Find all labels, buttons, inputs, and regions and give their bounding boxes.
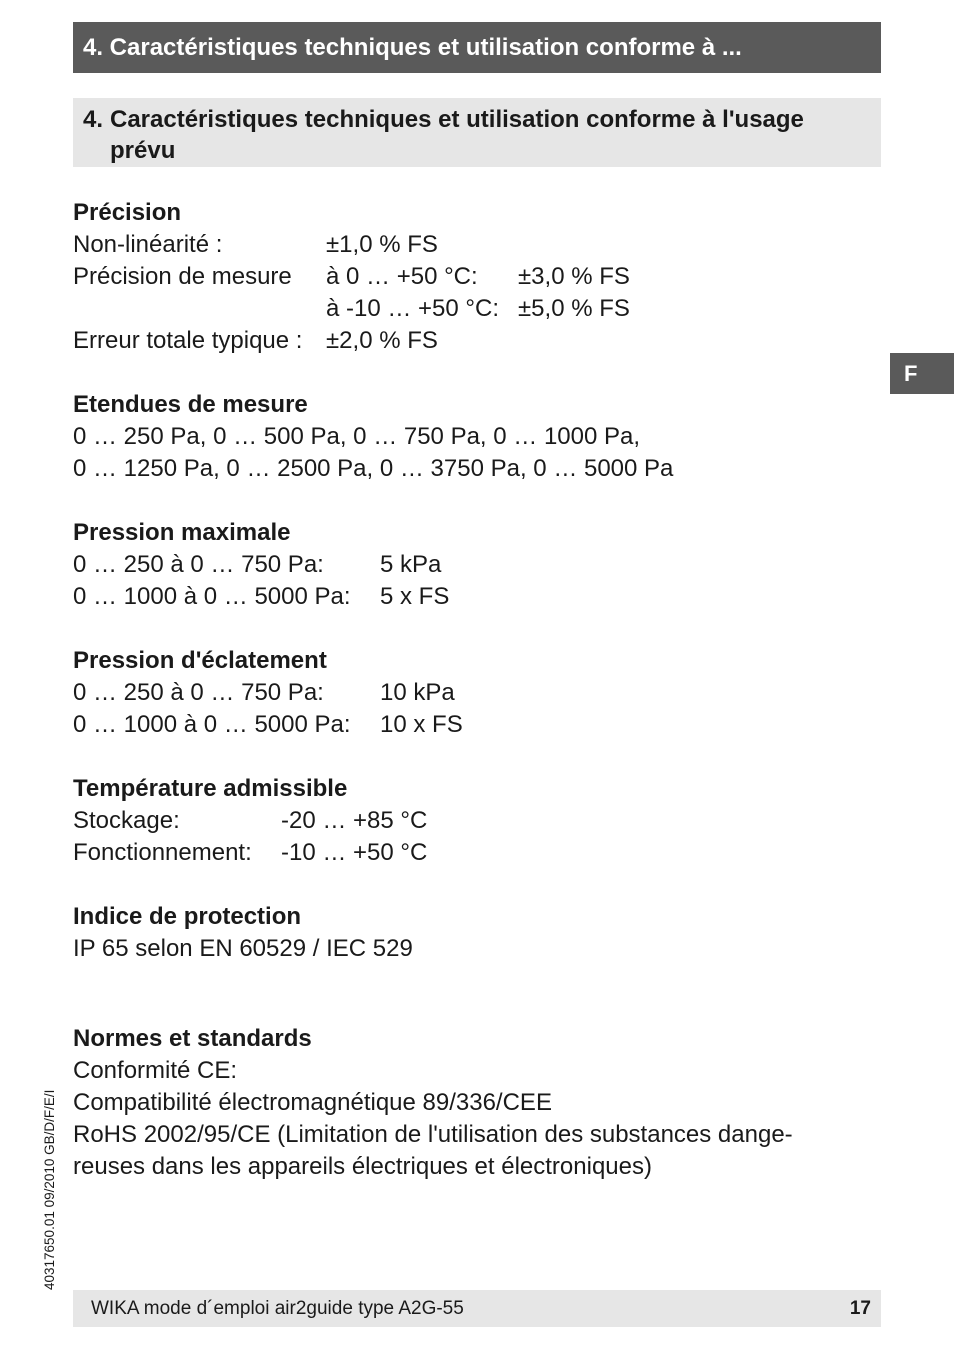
spec-content — [73, 197, 873, 1215]
section-title: Caractéristiques techniques et utilisation conforme à l'usage prévu — [110, 106, 804, 164]
spec-row — [73, 229, 873, 261]
norms-line: Conformité CE: — [73, 1057, 238, 1084]
language-tab: F — [890, 353, 954, 394]
protection-block — [73, 901, 873, 965]
max-pressure-heading: Pression maximale — [73, 519, 291, 546]
page-footer — [73, 1290, 881, 1327]
spec-label: 0 … 250 à 0 … 750 Pa: — [73, 679, 324, 706]
max-pressure-block — [73, 517, 873, 613]
ranges-line: 0 … 250 Pa, 0 … 500 Pa, 0 … 750 Pa, 0 … 1000 Pa, — [73, 423, 641, 450]
protection-heading: Indice de protection — [73, 903, 302, 930]
footer-text: WIKA mode d´emploi air2guide type A2G-55 — [91, 1298, 464, 1319]
spec-value: 5 kPa — [380, 551, 442, 578]
norms-line: RoHS 2002/95/CE (Limitation de l'utilisation des substances dange- — [73, 1121, 793, 1148]
spec-label: Erreur totale typique : — [73, 327, 303, 354]
ranges-block — [73, 389, 873, 485]
norms-line: reuses dans les appareils électriques et électroniques) — [73, 1153, 652, 1180]
spec-condition: à 0 … +50 °C: — [326, 263, 478, 290]
spec-row — [73, 805, 873, 837]
spec-label — [73, 293, 326, 325]
temperature-block — [73, 773, 873, 869]
spec-value: -20 … +85 °C — [281, 807, 428, 834]
spec-label: 0 … 1000 à 0 … 5000 Pa: — [73, 711, 351, 738]
spec-condition: à -10 … +50 °C: — [326, 295, 500, 322]
spec-label: 0 … 250 à 0 … 750 Pa: — [73, 551, 324, 578]
document-code: 40317650.01 09/2010 GB/D/F/E/I — [42, 1089, 57, 1290]
temperature-heading: Température admissible — [73, 775, 348, 802]
burst-pressure-heading: Pression d'éclatement — [73, 647, 327, 674]
spec-row — [73, 581, 873, 613]
spec-row — [73, 837, 873, 869]
spec-row — [73, 549, 873, 581]
spec-row — [73, 293, 873, 325]
protection-line: IP 65 selon EN 60529 / IEC 529 — [73, 935, 413, 962]
spec-value: 10 x FS — [380, 711, 463, 738]
spec-label: Fonctionnement: — [73, 839, 252, 866]
section-heading — [73, 98, 881, 167]
spec-value: -10 … +50 °C — [281, 839, 428, 866]
spec-row — [73, 709, 873, 741]
spec-value: ±5,0 % FS — [518, 295, 630, 322]
spec-value: ±1,0 % FS — [326, 231, 438, 258]
norms-block — [73, 1023, 873, 1183]
spec-label: Non-linéarité : — [73, 231, 223, 258]
ranges-line: 0 … 1250 Pa, 0 … 2500 Pa, 0 … 3750 Pa, 0 … 5000 Pa — [73, 455, 674, 482]
spec-label: Stockage: — [73, 807, 180, 834]
ranges-heading: Etendues de mesure — [73, 391, 308, 418]
norms-line: Compatibilité électromagnétique 89/336/CEE — [73, 1089, 552, 1116]
spec-label: Précision de mesure — [73, 263, 292, 290]
section-number: 4. — [83, 106, 104, 133]
spec-value: 10 kPa — [380, 679, 455, 706]
spec-row — [73, 677, 873, 709]
spec-row — [73, 325, 873, 357]
page-number: 17 — [849, 1298, 871, 1319]
precision-heading: Précision — [73, 199, 182, 226]
running-header: 4. Caractéristiques techniques et utilisation conforme à ... — [73, 22, 881, 73]
spec-label: 0 … 1000 à 0 … 5000 Pa: — [73, 583, 351, 610]
spec-value: ±3,0 % FS — [518, 263, 630, 290]
spec-value: ±2,0 % FS — [326, 327, 438, 354]
spec-row — [73, 261, 873, 293]
burst-pressure-block — [73, 645, 873, 741]
spec-value: 5 x FS — [380, 583, 450, 610]
precision-block — [73, 197, 873, 357]
norms-heading: Normes et standards — [73, 1025, 312, 1052]
